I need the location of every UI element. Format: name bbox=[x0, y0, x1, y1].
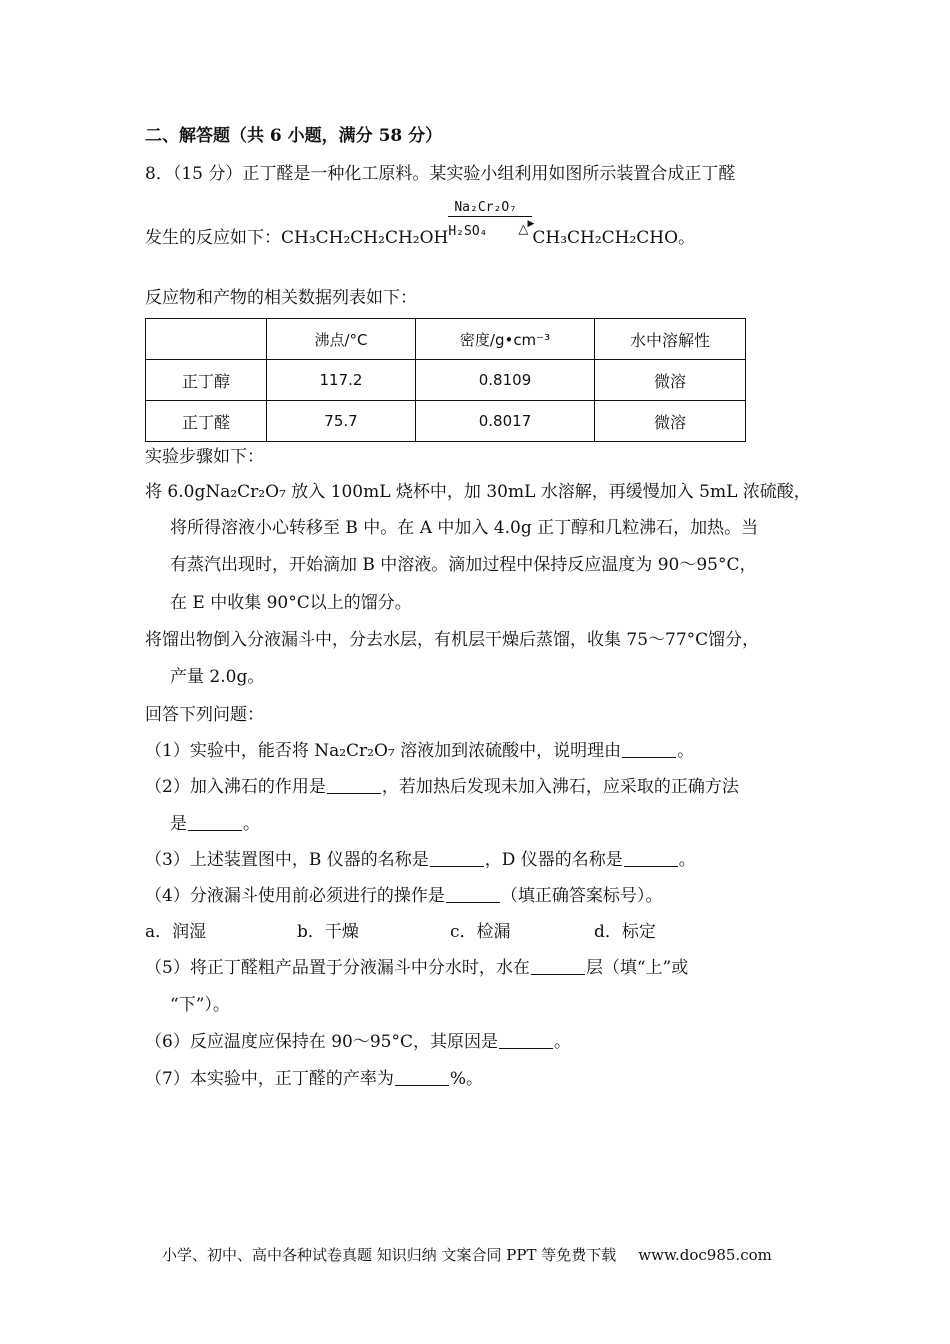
reaction-prefix: 发生的反应如下： bbox=[145, 228, 281, 248]
answer-blank[interactable] bbox=[531, 958, 585, 975]
option-b[interactable]: b．干燥 bbox=[297, 922, 359, 942]
sub-question-3: （3）上述装置图中，B 仪器的名称是 ，D 仪器的名称是 。 bbox=[145, 850, 696, 870]
table-cell: 117.2 bbox=[267, 360, 416, 401]
answer-blank[interactable] bbox=[395, 1069, 449, 1086]
sub-question-5: （5）将正丁醛粗产品置于分液漏斗中分水时，水在 层（填“上”或 bbox=[145, 958, 689, 978]
product: CH₃CH₂CH₂CHO。 bbox=[532, 228, 696, 248]
table-cell: 正丁醛 bbox=[146, 401, 267, 442]
table-cell: 微溶 bbox=[595, 401, 746, 442]
sub-question-4: （4）分液漏斗使用前必须进行的操作是 （填正确答案标号）。 bbox=[145, 886, 663, 906]
table-cell: 0.8017 bbox=[416, 401, 595, 442]
data-table bbox=[145, 318, 746, 442]
table-cell: 0.8109 bbox=[416, 360, 595, 401]
option-a[interactable]: a．润湿 bbox=[145, 922, 207, 942]
reaction-equation bbox=[145, 200, 696, 250]
table-header-cell: 密度/g•cm⁻³ bbox=[416, 319, 595, 360]
step1-line: 有蒸汽出现时，开始滴加 B 中溶液。滴加过程中保持反应温度为 90～95°C， bbox=[170, 555, 757, 575]
answer-blank[interactable] bbox=[188, 814, 242, 831]
sub-question-6: （6）反应温度应保持在 90～95°C，其原因是 。 bbox=[145, 1032, 571, 1052]
table-row bbox=[146, 360, 746, 401]
answer-blank[interactable] bbox=[499, 1032, 553, 1049]
reactant: CH₃CH₂CH₂CH₂OH bbox=[281, 228, 449, 248]
arrow-reagent-bottom: H₂SO₄ bbox=[448, 224, 488, 239]
sub-question-5-line2: “下”）。 bbox=[170, 995, 230, 1015]
answer-blank[interactable] bbox=[624, 850, 678, 867]
answer-blank[interactable] bbox=[430, 850, 484, 867]
table-cell: 微溶 bbox=[595, 360, 746, 401]
table-header-cell bbox=[146, 319, 267, 360]
table-cell: 正丁醇 bbox=[146, 360, 267, 401]
table-header-cell: 水中溶解性 bbox=[595, 319, 746, 360]
option-d[interactable]: d．标定 bbox=[594, 922, 656, 942]
table-cell: 75.7 bbox=[267, 401, 416, 442]
step1-line: 将 6.0gNa₂Cr₂O₇ 放入 100mL 烧杯中，加 30mL 水溶解，再缓慢加入 5mL 浓硫酸， bbox=[145, 482, 811, 502]
answer-blank[interactable] bbox=[446, 886, 500, 903]
step2-line: 产量 2.0g。 bbox=[170, 667, 265, 687]
sub-question-2: （2）加入沸石的作用是 ，若加热后发现未加入沸石，应采取的正确方法 bbox=[145, 777, 739, 797]
footer-text: 小学、初中、高中各种试卷真题 知识归纳 文案合同 PPT 等免费下载 bbox=[162, 1246, 617, 1264]
answer-blank[interactable] bbox=[622, 741, 676, 758]
question-8-intro: 8．（15 分）正丁醛是一种化工原料。某实验小组利用如图所示装置合成正丁醛 bbox=[145, 164, 736, 184]
table-header-row bbox=[146, 319, 746, 360]
arrow-line bbox=[448, 216, 532, 217]
arrow-head-icon: ▶ bbox=[527, 219, 535, 229]
sub-question-1: （1）实验中，能否将 Na₂Cr₂O₇ 溶液加到浓硫酸中，说明理由 。 bbox=[145, 741, 695, 761]
table-header-cell: 沸点/°C bbox=[267, 319, 416, 360]
sub-question-7: （7）本实验中，正丁醛的产率为 %。 bbox=[145, 1069, 483, 1089]
table-intro: 反应物和产物的相关数据列表如下： bbox=[145, 288, 417, 308]
reaction-arrow bbox=[448, 200, 535, 250]
section-title: 二、解答题（共 6 小题，满分 58 分） bbox=[145, 126, 443, 146]
table-row bbox=[146, 401, 746, 442]
page-footer bbox=[162, 1244, 772, 1265]
footer-site-link[interactable]: www.doc985.com bbox=[638, 1246, 772, 1264]
answer-title: 回答下列问题： bbox=[145, 705, 264, 725]
arrow-reagent-top: Na₂Cr₂O₇ bbox=[454, 200, 517, 215]
step1-line: 在 E 中收集 90°C以上的馏分。 bbox=[170, 593, 412, 613]
steps-title: 实验步骤如下： bbox=[145, 447, 264, 467]
step2-line: 将馏出物倒入分液漏斗中，分去水层，有机层干燥后蒸馏，收集 75～77°C馏分， bbox=[145, 630, 760, 650]
answer-blank[interactable] bbox=[327, 777, 381, 794]
step1-line: 将所得溶液小心转移至 B 中。在 A 中加入 4.0g 正丁醇和几粒沸石，加热。当 bbox=[170, 518, 759, 538]
sub-question-2-line2: 是 。 bbox=[170, 814, 260, 834]
option-c[interactable]: c．检漏 bbox=[450, 922, 511, 942]
heat-symbol: △ bbox=[518, 222, 529, 237]
